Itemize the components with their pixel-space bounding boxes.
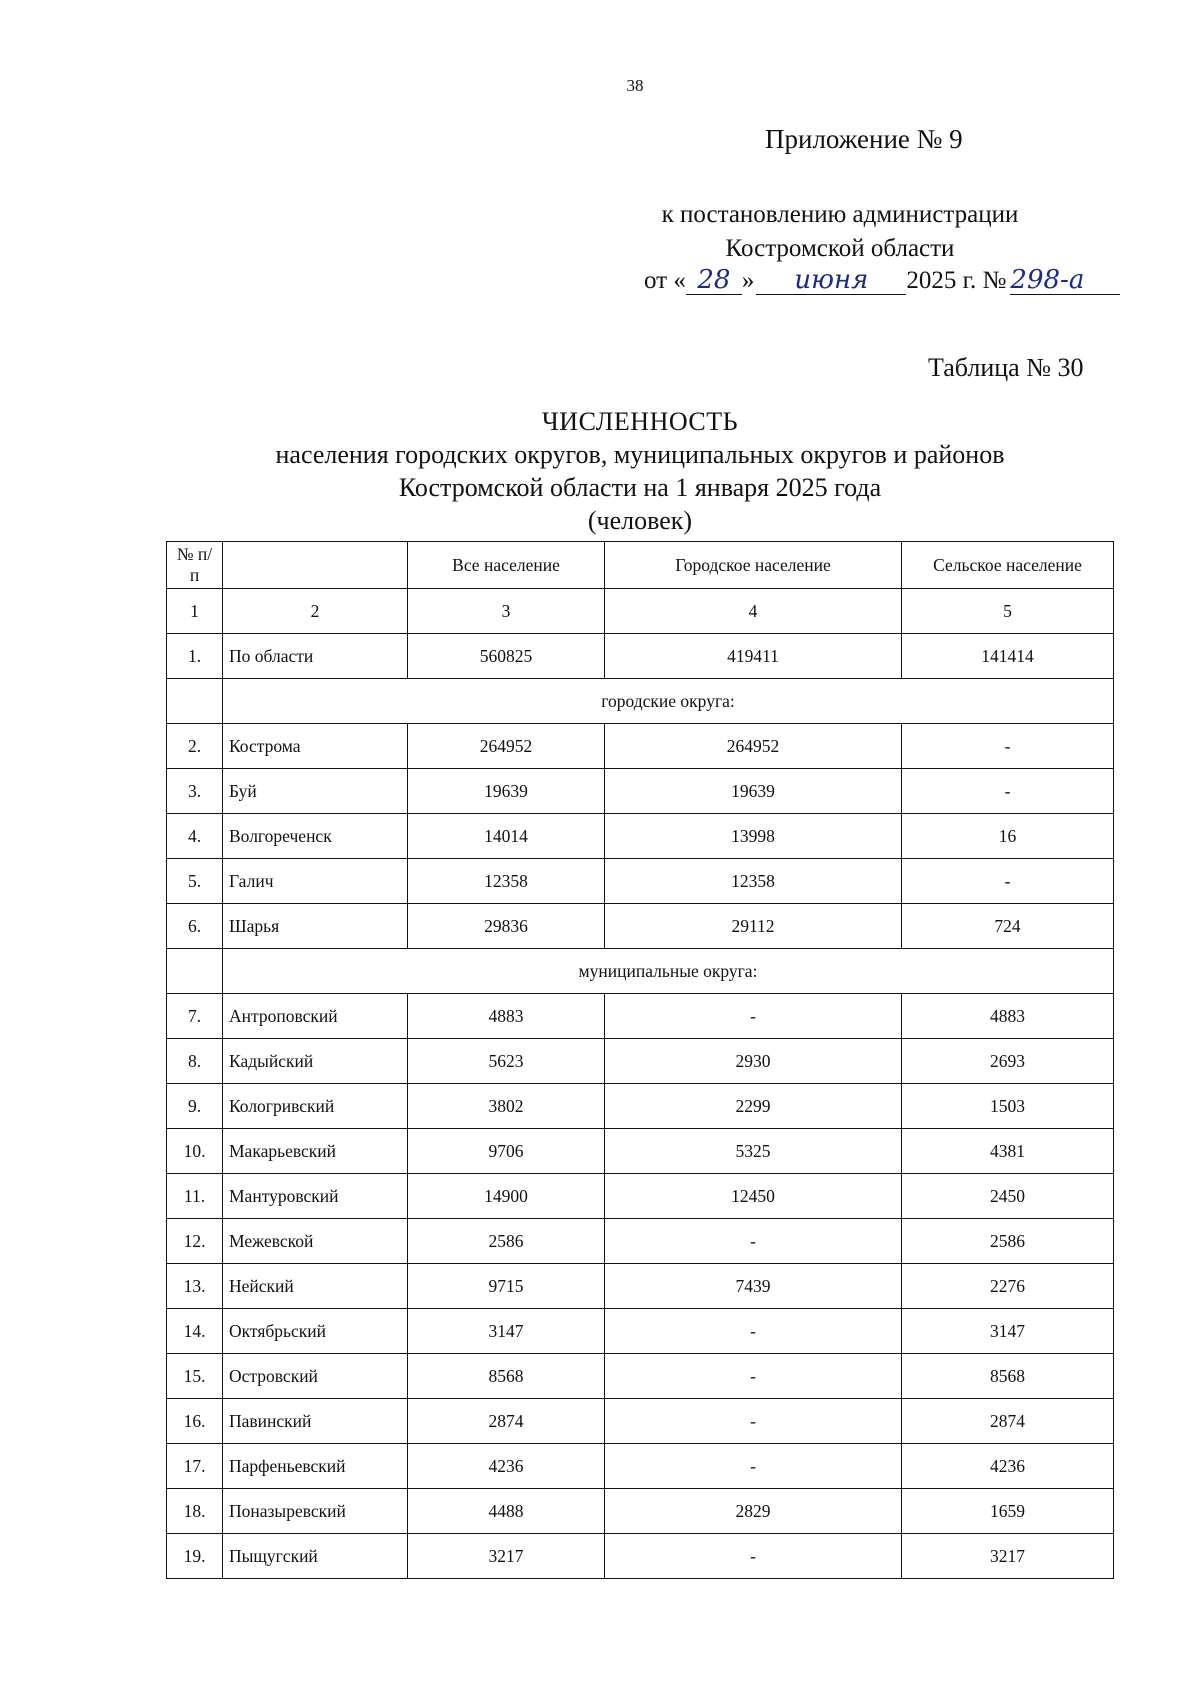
row-all: 4883 <box>408 994 605 1039</box>
col-number-1: 1 <box>167 589 223 634</box>
row-number: 6. <box>167 904 223 949</box>
table-row <box>167 1219 1114 1264</box>
row-rural: 2586 <box>902 1219 1114 1264</box>
row-urban: 264952 <box>605 724 902 769</box>
row-number: 17. <box>167 1444 223 1489</box>
row-name: Нейский <box>223 1264 408 1309</box>
decree-line-1: к постановлению администрации <box>661 201 1019 228</box>
section-label: муниципальные округа: <box>223 949 1114 994</box>
row-number: 8. <box>167 1039 223 1084</box>
row-urban: 2829 <box>605 1489 902 1534</box>
row-urban: 5325 <box>605 1129 902 1174</box>
decree-quote-close: » <box>741 267 755 294</box>
row-rural: - <box>902 769 1114 814</box>
total-row <box>167 634 1114 679</box>
row-name: Антроповский <box>223 994 408 1039</box>
row-urban: - <box>605 1399 902 1444</box>
row-urban: 12450 <box>605 1174 902 1219</box>
row-rural: 2276 <box>902 1264 1114 1309</box>
row-name: Кологривский <box>223 1084 408 1129</box>
row-rural: 3217 <box>902 1534 1114 1579</box>
row-urban: - <box>605 1534 902 1579</box>
table-label: Таблица № 30 <box>928 353 1084 382</box>
row-number: 13. <box>167 1264 223 1309</box>
row-name: Кострома <box>223 724 408 769</box>
row-all: 29836 <box>408 904 605 949</box>
table-row <box>167 1129 1114 1174</box>
table-row <box>167 814 1114 859</box>
title-unit: (человек) <box>587 506 693 535</box>
column-numbers-row <box>167 589 1114 634</box>
col-number-2: 2 <box>223 589 408 634</box>
row-urban: 29112 <box>605 904 902 949</box>
row-urban: - <box>605 994 902 1039</box>
row-all: 3147 <box>408 1309 605 1354</box>
decree-date-line <box>644 266 1120 295</box>
row-all: 5623 <box>408 1039 605 1084</box>
table-row <box>167 769 1114 814</box>
section-empty-cell <box>167 949 223 994</box>
population-table <box>166 541 1114 1579</box>
handwritten-day: 28 <box>686 266 742 295</box>
row-rural: 4883 <box>902 994 1114 1039</box>
row-number: 16. <box>167 1399 223 1444</box>
row-number: 5. <box>167 859 223 904</box>
row-urban: 2930 <box>605 1039 902 1084</box>
row-urban: 13998 <box>605 814 902 859</box>
row-all: 9715 <box>408 1264 605 1309</box>
row-all: 19639 <box>408 769 605 814</box>
row-rural: 2693 <box>902 1039 1114 1084</box>
table-row <box>167 994 1114 1039</box>
row-urban: 419411 <box>605 634 902 679</box>
row-name: Павинский <box>223 1399 408 1444</box>
table-row <box>167 1399 1114 1444</box>
row-number: 4. <box>167 814 223 859</box>
row-name: Островский <box>223 1354 408 1399</box>
row-rural: - <box>902 859 1114 904</box>
row-rural: 3147 <box>902 1309 1114 1354</box>
header-rural: Сельское население <box>902 542 1114 589</box>
row-rural: 4381 <box>902 1129 1114 1174</box>
row-number: 18. <box>167 1489 223 1534</box>
row-name: Шарья <box>223 904 408 949</box>
row-name: Октябрьский <box>223 1309 408 1354</box>
header-urban: Городское население <box>605 542 902 589</box>
row-urban: - <box>605 1444 902 1489</box>
table-row <box>167 1444 1114 1489</box>
row-name: Пыщугский <box>223 1534 408 1579</box>
row-name: Буй <box>223 769 408 814</box>
row-all: 12358 <box>408 859 605 904</box>
table-row <box>167 1354 1114 1399</box>
table-row <box>167 1084 1114 1129</box>
table-row <box>167 859 1114 904</box>
appendix-heading: Приложение № 9 <box>765 124 963 154</box>
row-urban: 19639 <box>605 769 902 814</box>
table-row <box>167 1039 1114 1084</box>
row-rural: 2450 <box>902 1174 1114 1219</box>
table-row <box>167 904 1114 949</box>
row-all: 14900 <box>408 1174 605 1219</box>
row-all: 8568 <box>408 1354 605 1399</box>
decree-prefix: от « <box>644 267 686 294</box>
handwritten-number: 298-а <box>1010 266 1120 295</box>
decree-reference <box>620 198 1060 266</box>
row-number: 1. <box>167 634 223 679</box>
decree-year: 2025 г. № <box>906 267 1007 294</box>
table-row <box>167 724 1114 769</box>
title-line-3: Костромской области на 1 января 2025 года <box>398 473 882 502</box>
row-rural: 724 <box>902 904 1114 949</box>
page-number: 38 <box>626 76 644 95</box>
row-number: 3. <box>167 769 223 814</box>
row-name: По области <box>223 634 408 679</box>
row-number: 12. <box>167 1219 223 1264</box>
row-all: 14014 <box>408 814 605 859</box>
section-label: городские округа: <box>223 679 1114 724</box>
row-number: 14. <box>167 1309 223 1354</box>
col-number-5: 5 <box>902 589 1114 634</box>
row-number: 7. <box>167 994 223 1039</box>
row-all: 4488 <box>408 1489 605 1534</box>
row-rural: 1503 <box>902 1084 1114 1129</box>
table-row <box>167 1264 1114 1309</box>
row-number: 11. <box>167 1174 223 1219</box>
table-row <box>167 1174 1114 1219</box>
section-row-municipal-districts <box>167 949 1114 994</box>
row-urban: - <box>605 1219 902 1264</box>
row-rural: 4236 <box>902 1444 1114 1489</box>
title-main: ЧИСЛЕННОСТЬ <box>541 407 739 436</box>
header-row <box>167 542 1114 589</box>
col-number-4: 4 <box>605 589 902 634</box>
row-number: 10. <box>167 1129 223 1174</box>
decree-line-2: Костромской области <box>725 235 955 262</box>
header-all: Все население <box>408 542 605 589</box>
row-urban: 12358 <box>605 859 902 904</box>
row-rural: 8568 <box>902 1354 1114 1399</box>
row-urban: - <box>605 1354 902 1399</box>
col-number-3: 3 <box>408 589 605 634</box>
row-all: 2586 <box>408 1219 605 1264</box>
row-urban: - <box>605 1309 902 1354</box>
row-all: 560825 <box>408 634 605 679</box>
table-row <box>167 1489 1114 1534</box>
row-rural: 1659 <box>902 1489 1114 1534</box>
row-urban: 7439 <box>605 1264 902 1309</box>
row-name: Кадыйский <box>223 1039 408 1084</box>
row-name: Макарьевский <box>223 1129 408 1174</box>
row-rural: 141414 <box>902 634 1114 679</box>
row-name: Волгореченск <box>223 814 408 859</box>
row-rural: 2874 <box>902 1399 1114 1444</box>
row-number: 15. <box>167 1354 223 1399</box>
handwritten-month: июня <box>756 266 906 295</box>
section-empty-cell <box>167 679 223 724</box>
row-name: Межевской <box>223 1219 408 1264</box>
row-all: 264952 <box>408 724 605 769</box>
title-line-2: населения городских округов, муниципальных округов и районов <box>275 440 1005 469</box>
row-number: 2. <box>167 724 223 769</box>
row-name: Мантуровский <box>223 1174 408 1219</box>
header-name <box>223 542 408 589</box>
row-all: 9706 <box>408 1129 605 1174</box>
row-all: 3802 <box>408 1084 605 1129</box>
row-rural: - <box>902 724 1114 769</box>
row-number: 19. <box>167 1534 223 1579</box>
row-name: Поназыревский <box>223 1489 408 1534</box>
table-row <box>167 1534 1114 1579</box>
table-row <box>167 1309 1114 1354</box>
row-number: 9. <box>167 1084 223 1129</box>
row-rural: 16 <box>902 814 1114 859</box>
section-row-urban-districts <box>167 679 1114 724</box>
row-urban: 2299 <box>605 1084 902 1129</box>
row-all: 3217 <box>408 1534 605 1579</box>
row-name: Галич <box>223 859 408 904</box>
row-all: 2874 <box>408 1399 605 1444</box>
header-number: № п/п <box>167 542 223 589</box>
document-title <box>0 405 1200 537</box>
row-all: 4236 <box>408 1444 605 1489</box>
row-name: Парфеньевский <box>223 1444 408 1489</box>
